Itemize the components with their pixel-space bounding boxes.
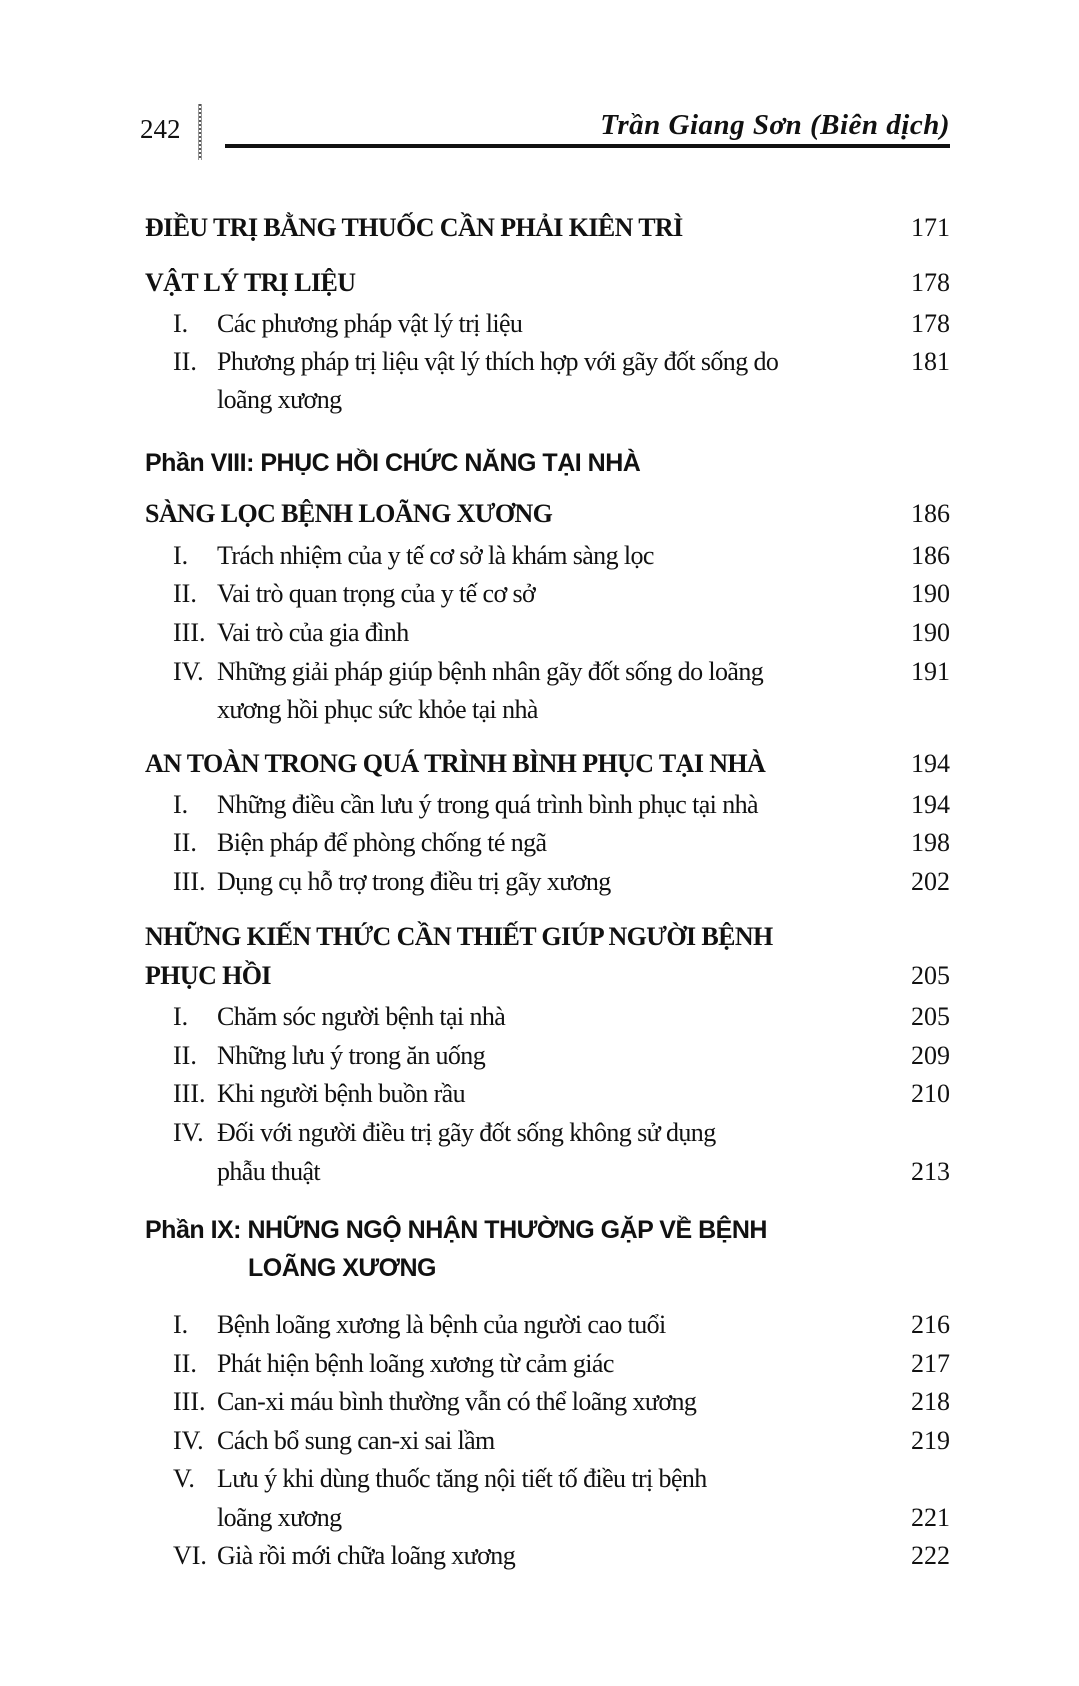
toc-page-number: 194: [911, 790, 950, 819]
toc-item-numeral: VI.: [173, 1541, 207, 1570]
toc-page-number: 202: [911, 867, 950, 896]
toc-item-text: Dụng cụ hỗ trợ trong điều trị gãy xương: [217, 867, 611, 896]
toc-item-text: Chăm sóc người bệnh tại nhà: [217, 1002, 506, 1031]
toc-item[interactable]: [145, 1075, 950, 1113]
toc-page-number: 186: [911, 499, 950, 528]
toc-page-number: 213: [911, 1157, 950, 1186]
toc-item-numeral: III.: [173, 618, 206, 647]
toc-part-heading-continuation: [145, 1249, 950, 1287]
toc-page-number: 191: [911, 657, 950, 686]
toc-item-text: Phương pháp trị liệu vật lý thích hợp với gãy đốt sống do: [217, 347, 779, 376]
toc-page-number: 190: [911, 618, 950, 647]
toc-page-number: 217: [911, 1349, 950, 1378]
toc-page-number: 171: [911, 213, 950, 242]
header-rule: [225, 144, 950, 148]
toc-item[interactable]: [145, 1383, 950, 1421]
toc-item-numeral: II.: [173, 1349, 197, 1378]
toc-item-numeral: II.: [173, 828, 197, 857]
toc-page-number: 190: [911, 579, 950, 608]
toc-item-text: Những điều cần lưu ý trong quá trình bình phục tại nhà: [217, 790, 758, 819]
toc-item-text: Phát hiện bệnh loãng xương từ cảm giác: [217, 1349, 614, 1378]
toc-item-continuation: [145, 381, 950, 419]
toc-chapter-title: VẬT LÝ TRỊ LIỆU: [145, 268, 356, 297]
toc-part-heading: [145, 444, 950, 482]
toc-item-text: Vai trò quan trọng của y tế cơ sở: [217, 579, 536, 608]
toc-item-text: Cách bổ sung can-xi sai lầm: [217, 1426, 495, 1455]
toc-page-number: 210: [911, 1079, 950, 1108]
toc-page-number: 205: [911, 1002, 950, 1031]
toc-item-text: Các phương pháp vật lý trị liệu: [217, 309, 523, 338]
toc-item[interactable]: [145, 575, 950, 613]
toc-item-text: Biện pháp để phòng chống té ngã: [217, 828, 547, 857]
toc-item-text: Bệnh loãng xương là bệnh của người cao tuổi: [217, 1310, 666, 1339]
toc-item[interactable]: [145, 1306, 950, 1344]
toc-item-numeral: I.: [173, 790, 189, 819]
toc-item-numeral: V.: [173, 1464, 195, 1493]
toc-page-number: 222: [911, 1541, 950, 1570]
toc-item[interactable]: [145, 786, 950, 824]
toc-item-text: phẫu thuật: [217, 1157, 321, 1186]
toc-page-number: 219: [911, 1426, 950, 1455]
toc-page-number: 198: [911, 828, 950, 857]
toc-item[interactable]: [145, 1114, 950, 1152]
toc-item-continuation: [145, 691, 950, 729]
toc-chapter-title: PHỤC HỒI: [145, 961, 271, 990]
toc-page-number: 218: [911, 1387, 950, 1416]
toc-page-number: 205: [911, 961, 950, 990]
toc-page-number: 209: [911, 1041, 950, 1070]
toc-item-text: Những lưu ý trong ăn uống: [217, 1041, 486, 1070]
toc-item-numeral: III.: [173, 1387, 206, 1416]
toc-item-text: Trách nhiệm của y tế cơ sở là khám sàng lọc: [217, 541, 654, 570]
toc-item-text: Vai trò của gia đình: [217, 618, 409, 647]
toc-item-numeral: III.: [173, 867, 206, 896]
toc-item-text: Già rồi mới chữa loãng xương: [217, 1541, 516, 1570]
toc-item-numeral: I.: [173, 1310, 189, 1339]
toc-part-title: Phần IX: NHỮNG NGỘ NHẬN THƯỜNG GẶP VỀ BỆNH: [145, 1216, 767, 1244]
toc-page-number: 178: [911, 309, 950, 338]
toc-chapter-continuation[interactable]: [145, 957, 950, 995]
toc-part-title: LOÃNG XƯƠNG: [248, 1254, 436, 1282]
toc-page-number: 186: [911, 541, 950, 570]
toc-item-numeral: I.: [173, 541, 189, 570]
toc-item-numeral: I.: [173, 309, 189, 338]
toc-item[interactable]: [145, 614, 950, 652]
toc-item-text: Đối với người điều trị gãy đốt sống không sử dụng: [217, 1118, 716, 1147]
toc-chapter[interactable]: [145, 495, 950, 533]
toc-item-numeral: I.: [173, 1002, 189, 1031]
toc-item-continuation[interactable]: [145, 1499, 950, 1537]
toc-item-text: loãng xương: [217, 1503, 342, 1532]
toc-item-text: Khi người bệnh buồn rầu: [217, 1079, 466, 1108]
toc-page-number: 178: [911, 268, 950, 297]
toc-item[interactable]: [145, 1345, 950, 1383]
toc-chapter[interactable]: [145, 918, 950, 956]
toc-item-numeral: II.: [173, 1041, 197, 1070]
toc-page-number: 221: [911, 1503, 950, 1532]
toc-page-number: 216: [911, 1310, 950, 1339]
toc-chapter[interactable]: [145, 264, 950, 302]
toc-item[interactable]: [145, 343, 950, 381]
toc-item-numeral: II.: [173, 347, 197, 376]
toc-item-text: loãng xương: [217, 385, 342, 414]
toc-item-numeral: IV.: [173, 1426, 204, 1455]
toc-item-text: xương hồi phục sức khỏe tại nhà: [217, 695, 538, 724]
toc-item[interactable]: [145, 1422, 950, 1460]
toc-item[interactable]: [145, 305, 950, 343]
toc-item-numeral: IV.: [173, 657, 204, 686]
toc-chapter-title: ĐIỀU TRỊ BẰNG THUỐC CẦN PHẢI KIÊN TRÌ: [145, 213, 683, 242]
page-number: 242: [140, 114, 181, 144]
toc-part-title: Phần VIII: PHỤC HỒI CHỨC NĂNG TẠI NHÀ: [145, 449, 641, 477]
toc-item-text: Can-xi máu bình thường vẫn có thể loãng xương: [217, 1387, 697, 1416]
toc-item-numeral: II.: [173, 579, 197, 608]
toc-item[interactable]: [145, 863, 950, 901]
toc-page-number: 181: [911, 347, 950, 376]
toc-item[interactable]: [145, 537, 950, 575]
toc-part-heading: [145, 1211, 950, 1249]
toc-item[interactable]: [145, 998, 950, 1036]
toc-item[interactable]: [145, 653, 950, 691]
toc-chapter[interactable]: [145, 745, 950, 783]
running-title: Trần Giang Sơn (Biên dịch): [600, 109, 950, 141]
toc-item[interactable]: [145, 1537, 950, 1575]
toc-item[interactable]: [145, 1037, 950, 1075]
toc-item-numeral: III.: [173, 1079, 206, 1108]
header-divider: [198, 104, 202, 160]
toc-item[interactable]: [145, 824, 950, 862]
toc-chapter-title: AN TOÀN TRONG QUÁ TRÌNH BÌNH PHỤC TẠI NHÀ: [145, 749, 766, 778]
toc-page-number: 194: [911, 749, 950, 778]
toc-item-text: Những giải pháp giúp bệnh nhân gãy đốt sống do loãng: [217, 657, 764, 686]
toc-item-text: Lưu ý khi dùng thuốc tăng nội tiết tố điều trị bệnh: [217, 1464, 707, 1493]
toc-item-continuation[interactable]: [145, 1153, 950, 1191]
toc-chapter-title: SÀNG LỌC BỆNH LOÃNG XƯƠNG: [145, 499, 553, 528]
toc-chapter[interactable]: [145, 209, 950, 247]
toc-chapter-title: NHỮNG KIẾN THỨC CẦN THIẾT GIÚP NGƯỜI BỆNH: [145, 922, 773, 951]
toc-item-numeral: IV.: [173, 1118, 204, 1147]
toc-item[interactable]: [145, 1460, 950, 1498]
